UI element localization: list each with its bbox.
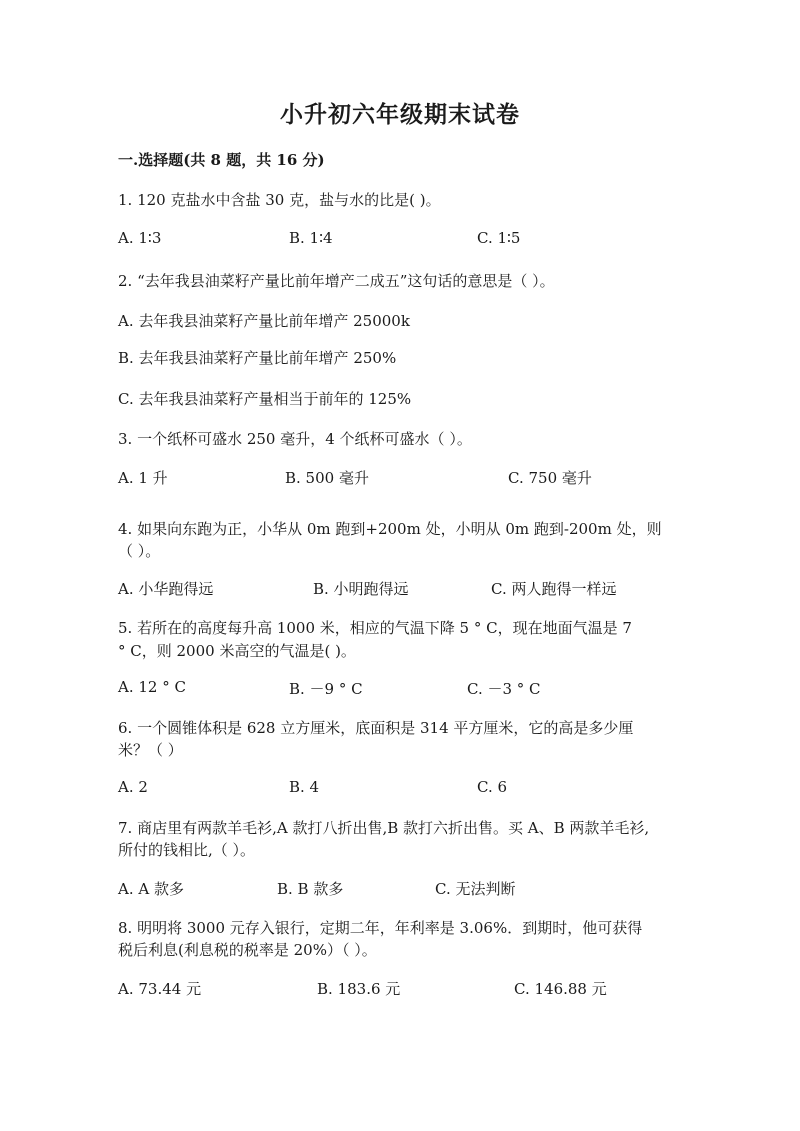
- question-1-option-a: A. 1∶3: [118, 229, 162, 247]
- question-3-option-b: B. 500 毫升: [285, 469, 369, 487]
- page-title: 小升初六年级期末试卷: [280, 101, 520, 128]
- question-4-text-line-2: （ ）。: [118, 542, 161, 560]
- question-5-option-b: B. －9 ° C: [289, 680, 363, 698]
- question-7-option-b: B. B 款多: [277, 880, 344, 898]
- question-6-option-b: B. 4: [289, 778, 320, 796]
- question-6-option-a: A. 2: [118, 778, 148, 796]
- question-5-text-line-2: ° C，则 2000 米高空的气温是( )。: [118, 642, 356, 660]
- question-8-option-c: C. 146.88 元: [514, 980, 607, 998]
- question-8-text-line-1: 8. 明明将 3000 元存入银行，定期二年，年利率是 3.06%．到期时，他可获得: [118, 919, 643, 937]
- question-1-option-b: B. 1∶4: [289, 229, 333, 247]
- question-1-option-c: C. 1∶5: [477, 229, 521, 247]
- question-4-text-line-1: 4. 如果向东跑为正，小华从 0m 跑到+200m 处，小明从 0m 跑到-200m 处，则: [118, 520, 662, 538]
- question-3-text: 3. 一个纸杯可盛水 250 毫升，4 个纸杯可盛水（ ）。: [118, 430, 472, 448]
- question-7-option-c: C. 无法判断: [435, 880, 516, 898]
- question-2-text: 2. “去年我县油菜籽产量比前年增产二成五”这句话的意思是（ ）。: [118, 272, 555, 290]
- question-2-option-a: A. 去年我县油菜籽产量比前年增产 25000k: [118, 312, 410, 330]
- question-6-option-c: C. 6: [477, 778, 508, 796]
- question-4-option-a: A. 小华跑得远: [118, 580, 214, 598]
- question-5-text-line-1: 5. 若所在的高度每升高 1000 米，相应的气温下降 5 ° C，现在地面气温是 7: [118, 619, 632, 637]
- question-3-option-c: C. 750 毫升: [508, 469, 592, 487]
- question-3-option-a: A. 1 升: [118, 469, 168, 487]
- question-2-option-b: B. 去年我县油菜籽产量比前年增产 250%: [118, 349, 397, 367]
- question-7-text-line-2: 所付的钱相比,（ ）。: [118, 841, 256, 859]
- question-6-text-line-2: 米？（ ）: [118, 741, 183, 759]
- question-5-option-c: C. －3 ° C: [467, 680, 541, 698]
- question-2-option-c: C. 去年我县油菜籽产量相当于前年的 125%: [118, 390, 412, 408]
- question-7-text-line-1: 7. 商店里有两款羊毛衫,A 款打八折出售,B 款打六折出售。买 A、B 两款羊毛衫,: [118, 819, 650, 837]
- question-4-option-c: C. 两人跑得一样远: [491, 580, 617, 598]
- question-8-option-b: B. 183.6 元: [317, 980, 401, 998]
- question-5-option-a: A. 12 ° C: [118, 678, 186, 696]
- question-7-option-a: A. A 款多: [118, 880, 184, 898]
- question-8-option-a: A. 73.44 元: [118, 980, 202, 998]
- question-4-option-b: B. 小明跑得远: [313, 580, 409, 598]
- section-heading: 一.选择题(共 8 题，共 16 分): [118, 151, 325, 169]
- question-8-text-line-2: 税后利息(利息税的税率是 20%）（ ）。: [118, 941, 377, 959]
- question-6-text-line-1: 6. 一个圆锥体积是 628 立方厘米，底面积是 314 平方厘米，它的高是多少厘: [118, 719, 634, 737]
- question-1-text: 1. 120 克盐水中含盐 30 克，盐与水的比是( )。: [118, 191, 441, 209]
